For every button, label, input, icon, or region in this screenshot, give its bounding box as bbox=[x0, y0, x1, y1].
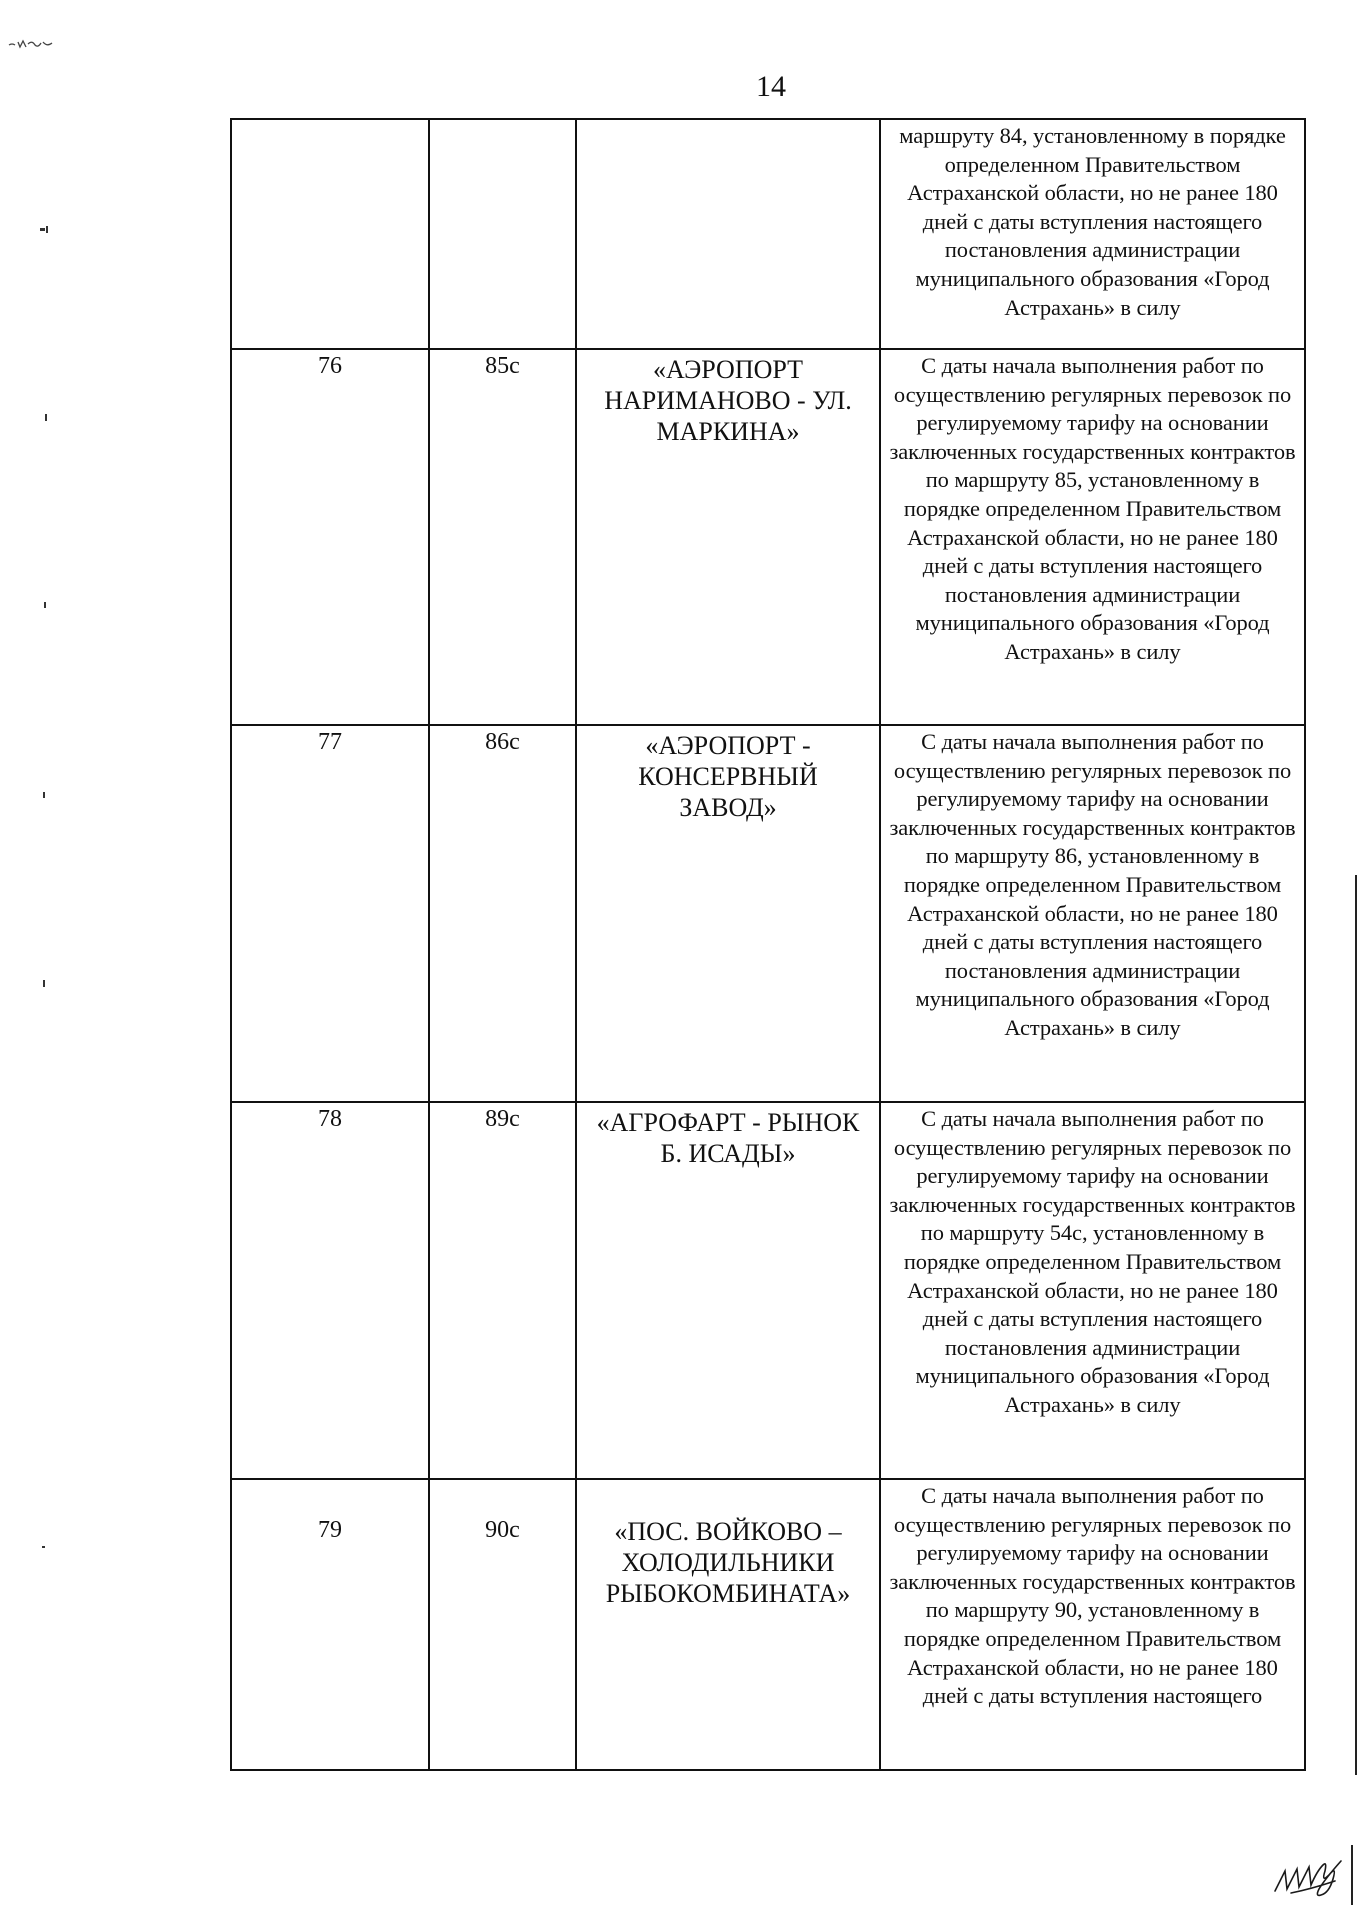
route-code-cell bbox=[429, 349, 576, 725]
route-name: «АЭРОПОРТ НАРИМАНОВО - УЛ. МАРКИНА» bbox=[604, 355, 852, 446]
routes-table bbox=[230, 118, 1306, 1771]
route-code: 86с bbox=[485, 729, 520, 755]
term-text: С даты начала выполнения работ по осуществлению регулярных перевозок по регулируемому тарифу на основании заключенных государственных контрактов по маршруту 54с, установленному в порядке определенном Правительством Астраханской области, но не ранее 180 дней с даты вступления настоящего постановления администрации муниципального образования «Город Астрахань» в силу bbox=[889, 1106, 1296, 1417]
term-cell bbox=[880, 725, 1305, 1102]
route-name-cell bbox=[576, 349, 880, 725]
route-name-cell bbox=[576, 119, 880, 349]
row-number: 76 bbox=[318, 353, 342, 379]
route-name-cell bbox=[576, 1479, 880, 1770]
route-name: «АЭРОПОРТ - КОНСЕРВНЫЙ ЗАВОД» bbox=[638, 731, 818, 822]
term-text: С даты начала выполнения работ по осуществлению регулярных перевозок по регулируемому тарифу на основании заключенных государственных контрактов по маршруту 85, установленному в порядке определенном Правительством Астраханской области, но не ранее 180 дней с даты вступления настоящего постановления администрации муниципального образования «Город Астрахань» в силу bbox=[889, 353, 1296, 664]
route-code-cell bbox=[429, 1479, 576, 1770]
term-cell bbox=[880, 1102, 1305, 1479]
route-code bbox=[430, 120, 575, 122]
route-name: «ПОС. ВОЙКОВО – ХОЛОДИЛЬНИКИ РЫБОКОМБИНАТА» bbox=[605, 1517, 851, 1608]
table-row bbox=[231, 119, 1305, 349]
row-number-cell bbox=[231, 725, 429, 1102]
row-number-cell bbox=[231, 119, 429, 349]
term-cell bbox=[880, 349, 1305, 725]
route-code: 85с bbox=[485, 353, 520, 379]
row-number: 78 bbox=[318, 1106, 342, 1132]
page-number: 14 bbox=[756, 70, 786, 103]
route-name-cell bbox=[576, 725, 880, 1102]
term-text: маршруту 84, установленному в порядке определенном Правительством Астраханской области, но не ранее 180 дней с даты вступления настоящего постановления администрации муниципального образования «Город Астрахань» в силу bbox=[899, 123, 1286, 320]
route-name: «АГРОФАРТ - РЫНОК Б. ИСАДЫ» bbox=[596, 1108, 860, 1168]
row-number: 79 bbox=[318, 1517, 342, 1543]
table-row bbox=[231, 1102, 1305, 1479]
term-cell bbox=[880, 119, 1305, 349]
row-number: 77 bbox=[318, 729, 342, 755]
route-name bbox=[577, 120, 879, 124]
term-cell bbox=[880, 1479, 1305, 1770]
row-number-cell bbox=[231, 1102, 429, 1479]
route-code-cell bbox=[429, 119, 576, 349]
table-row bbox=[231, 725, 1305, 1102]
term-text: С даты начала выполнения работ по осуществлению регулярных перевозок по регулируемому тарифу на основании заключенных государственных контрактов по маршруту 86, установленному в порядке определенном Правительством Астраханской области, но не ранее 180 дней с даты вступления настоящего постановления администрации муниципального образования «Город Астрахань» в силу bbox=[889, 729, 1296, 1040]
table-row bbox=[231, 349, 1305, 725]
route-name-cell bbox=[576, 1102, 880, 1479]
term-text: С даты начала выполнения работ по осуществлению регулярных перевозок по регулируемому тарифу на основании заключенных государственных контрактов по маршруту 90, установленному в порядке определенном Правительством Астраханской области, но не ранее 180 дней с даты вступления настоящего bbox=[889, 1483, 1296, 1709]
route-code-cell bbox=[429, 1102, 576, 1479]
row-number-cell bbox=[231, 1479, 429, 1770]
route-code: 90с bbox=[485, 1517, 520, 1543]
scan-edge-line-bottom bbox=[1351, 1845, 1353, 1905]
row-number bbox=[232, 120, 428, 122]
stamp-icon bbox=[8, 38, 54, 50]
scan-edge-line bbox=[1355, 875, 1357, 1775]
route-code: 89с bbox=[485, 1106, 520, 1132]
table-row bbox=[231, 1479, 1305, 1770]
signature-icon bbox=[1271, 1831, 1349, 1901]
row-number-cell bbox=[231, 349, 429, 725]
route-code-cell bbox=[429, 725, 576, 1102]
